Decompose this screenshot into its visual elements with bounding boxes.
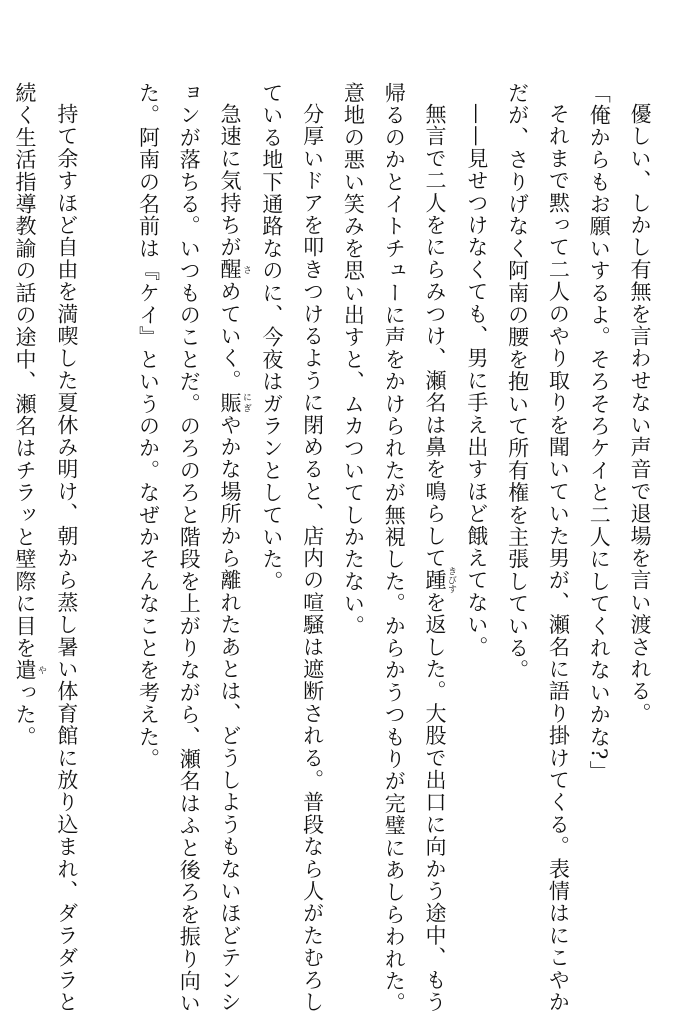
text-line: 「俺からもお願いするよ。そろそろケイと二人にしてくれないかな?」 (587, 82, 612, 783)
text-line: だが、さりげなく阿南の腰を抱いて所有権を主張している。 (505, 82, 530, 682)
text-line: 帰るのかとイトチューに声をかけられたが無視した。からかうつもりが完璧にあしらわれた。 (382, 82, 407, 1015)
text-line: 優しい、しかし有無を言わせない声音で退場を言い渡される。 (628, 103, 652, 725)
text-line: 急速に気持ちが醒 さめていく。賑 にぎやかな場所から離れたあとは、どうしようもないほどテンシ (218, 103, 252, 1014)
scene-break (87, 82, 128, 987)
text-line: た。阿南の名前は『ケイ』というのか。なぜかそんなことを考えた。 (136, 82, 161, 771)
text-line: 無言で二人をにらみつけ、瀬名は鼻を鳴らして踵 きびすを返した。大股で出口に向かう途中、もう (423, 103, 457, 1014)
text-line: ている地下通路なのに、今夜はガランとしていた。 (259, 82, 284, 593)
furigana-ruby: 遣 や (13, 659, 47, 682)
text-line: 持て余すほど自由を満喫した夏休み明け、朝から蒸し暑い体育館に放り込まれ、ダラダラと (54, 103, 79, 1014)
text-line: 分厚いドアを叩きつけるように閉めると、店内の喧騒は遮断される。普段なら人がたむろし (300, 103, 325, 1014)
furigana-ruby: 賑 にぎ (218, 391, 252, 414)
text-line: それまで黙って二人のやり取りを聞いていた男が、瀬名に語り掛けてくる。表情はにこやか (546, 103, 571, 1014)
text-line: 意地の悪い笑みを思い出すと、ムカついてしかたない。 (341, 82, 366, 637)
furigana-ruby: 醒 さ (218, 258, 252, 281)
vertical-text-body (4, 82, 660, 1015)
furigana-ruby: 踵 きびす (423, 566, 457, 594)
text-line: ——見せつけなくても、男に手え出すほど餓えてない。 (464, 103, 489, 658)
text-line: 続く生活指導教諭の話の途中、瀬名はチラッと壁際に目を遣 やった。 (13, 82, 47, 749)
text-line: ョンが落ちる。いつものことだ。のろのろと階段を上がりながら、瀬名はふと後ろを振り向い (177, 82, 202, 1015)
